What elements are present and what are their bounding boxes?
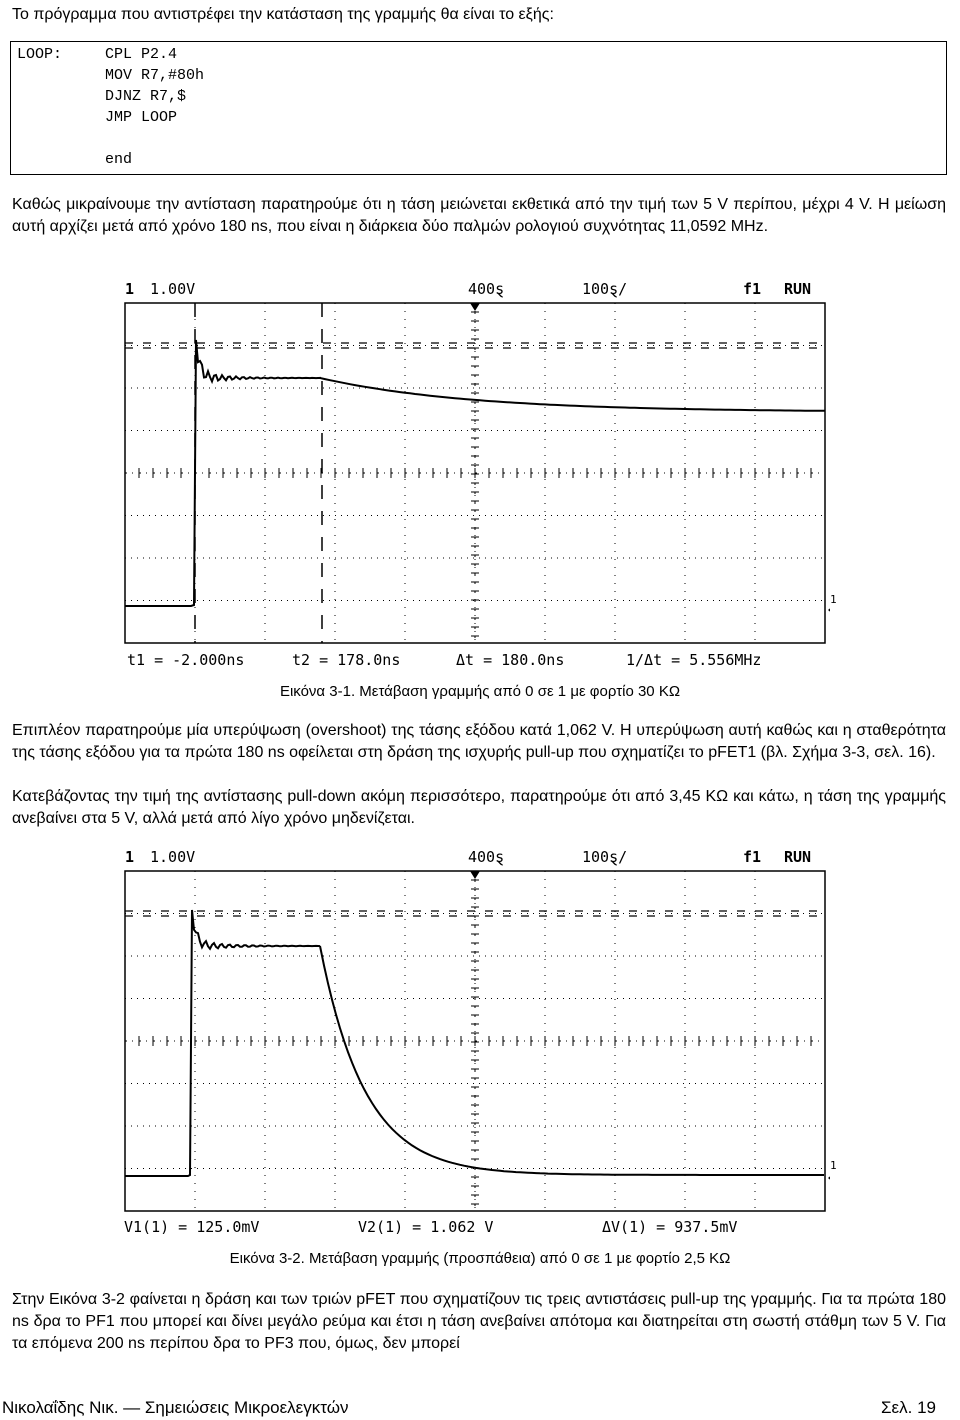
scope1-readout-t2: t2 = 178.0ns (292, 651, 401, 669)
ground-arrow (828, 605, 830, 615)
scope2-timebase: 100ȿ/ (582, 848, 628, 866)
scope2-screen (120, 866, 830, 1218)
footer-page-number: Σελ. 19 (881, 1398, 936, 1417)
code-line: JMP LOOP (105, 109, 178, 126)
trigger-marker (470, 871, 480, 879)
code-line: DJNZ R7,$ (105, 88, 187, 105)
caption-figure-3-1: Εικόνα 3-1. Μετάβαση γραμμής από 0 σε 1 με φορτίο 30 ΚΩ (279, 683, 681, 700)
scope1-delay: 400ȿ (468, 280, 505, 298)
paragraph-2: Επιπλέον παρατηρούμε μία υπερύψωση (overshoot) της τάσης εξόδου κατά 1,062 V. Η υπερύψωση αυτή καθώς και η σταθερότητα της τάσης εξόδου για τα πρώτα 180 ns οφείλεται στη δράση της ισχυρής pull-up που σχηματίζει το pFET1 (βλ. Σχήμα 3-3, σελ. 16). (12, 722, 946, 761)
scope1-timebase: 100ȿ/ (582, 280, 628, 298)
scope1-vdiv: 1.00V (150, 280, 196, 298)
paragraph-4: Στην Εικόνα 3-2 φαίνεται η δράση και των τριών pFET που σχηματίζουν τις τρεις αντιστάσεις pull-up της γραμμής. Για τα πρώτα 180 ns δρα το PF1 που μπορεί και δίνει μεγάλο ρεύμα και έτσι η τάση ανεβαίνει απότομα και διατηρείται στη σωστή στάθμη των 5 V. Για τα επόμενα 200 ns περίπου δρα το PF3 που, όμως, δεν μπορεί (12, 1291, 946, 1352)
scope1-channel: 1 (125, 280, 135, 298)
caption-figure-3-2: Εικόνα 3-2. Μετάβαση γραμμής (προσπάθεια) από 0 σε 1 με φορτίο 2,5 ΚΩ (229, 1250, 731, 1267)
intro-text: Το πρόγραμμα που αντιστρέφει την κατάσταση της γραμμής θα είναι το εξής: (12, 6, 554, 23)
trigger-marker (470, 303, 480, 311)
scope1-trigger: f1 (743, 280, 762, 298)
scope2-trigger: f1 (743, 848, 762, 866)
scope2-readout-v1: V1(1) = 125.0mV (124, 1218, 260, 1236)
ground-arrow (828, 1173, 830, 1183)
code-line: end (105, 151, 133, 168)
code-listing (10, 41, 947, 175)
code-line: CPL P2.4 (105, 46, 178, 63)
scope2-readout-dv: ΔV(1) = 937.5mV (602, 1218, 738, 1236)
scope2-vdiv: 1.00V (150, 848, 196, 866)
scope2-mode: RUN (784, 848, 812, 866)
scope2-waveform (120, 866, 830, 1218)
scope1-readout-freq: 1/Δt = 5.556MHz (626, 651, 762, 669)
scope1-readout-dt: Δt = 180.0ns (456, 651, 565, 669)
code-label: LOOP: (17, 46, 63, 63)
scope1-ground-marker: 1 (830, 593, 837, 606)
scope2-readout-v2: V2(1) = 1.062 V (358, 1218, 494, 1236)
scope2-channel: 1 (125, 848, 135, 866)
paragraph-1: Καθώς μικραίνουμε την αντίσταση παρατηρούμε ότι η τάση μειώνεται εκθετικά από την τιμή των 5 V περίπου, μέχρι 4 V. Η μείωση αυτή αρχίζει μετά από χρόνο 180 ns, που είναι η διάρκεια δύο παλμών ρολογιού συχνότητας 11,0592 MHz. (12, 196, 946, 235)
scope2-delay: 400ȿ (468, 848, 505, 866)
scope1-readout-t1: t1 = -2.000ns (127, 651, 245, 669)
scope1-screen (120, 298, 830, 650)
paragraph-3: Κατεβάζοντας την τιμή της αντίστασης pull-down ακόμη περισσότερο, παρατηρούμε ότι από 3,45 ΚΩ και κάτω, η τάση της γραμμής ανεβαίνει στα 5 V, αλλά μετά από λίγο χρόνο μηδενίζεται. (12, 788, 946, 827)
scope1-waveform (120, 298, 830, 650)
scope1-mode: RUN (784, 280, 812, 298)
scope2-ground-marker: 1 (830, 1159, 837, 1172)
code-line: MOV R7,#80h (105, 67, 205, 84)
footer-author: Νικολαΐδης Νικ. — Σημειώσεις Μικροελεγκτών (2, 1398, 349, 1417)
